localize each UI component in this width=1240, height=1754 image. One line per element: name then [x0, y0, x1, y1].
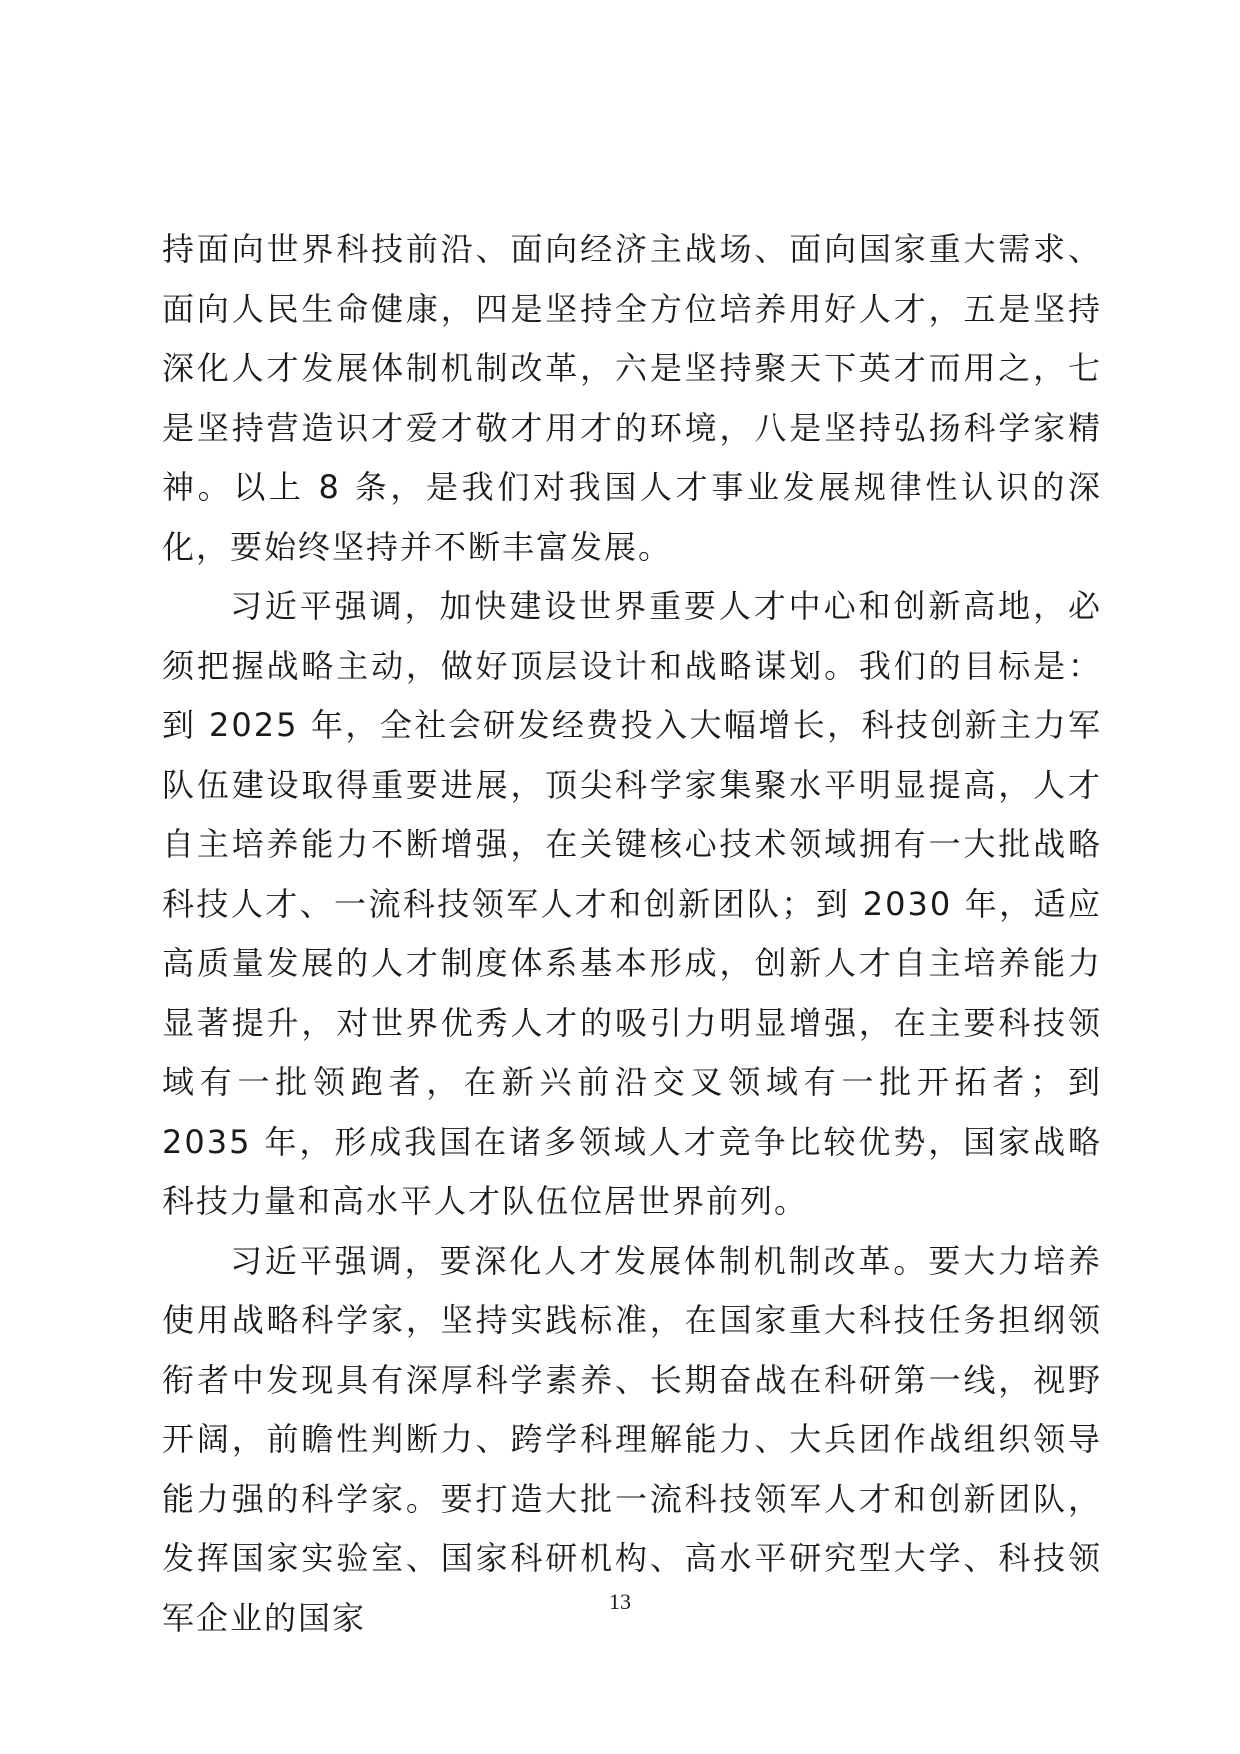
paragraph: 持面向世界科技前沿、面向经济主战场、面向国家重大需求、面向人民生命健康，四是坚持全方位培养用好人才，五是坚持深化人才发展体制机制改革，六是坚持聚天下英才而用之，七是坚持营造识才爱才敬才用才的环境，八是坚持弘扬科学家精神。以上 8 条，是我们对我国人才事业发展规律性认识的深化，要始终坚持并不断丰富发展。 — [162, 230, 1102, 566]
body-text — [162, 220, 1102, 1648]
paragraph: 习近平强调，要深化人才发展体制机制改革。要大力培养使用战略科学家，坚持实践标准，在国家重大科技任务担纲领衔者中发现具有深厚科学素养、长期奋战在科研第一线，视野开阔，前瞻性判断力、跨学科理解能力、大兵团作战组织领导能力强的科学家。要打造大批一流科技领军人才和创新团队，发挥国家实验室、国家科研机构、高水平研究型大学、科技领军企业的国家 — [162, 1241, 1102, 1637]
paragraph: 习近平强调，加快建设世界重要人才中心和创新高地，必须把握战略主动，做好顶层设计和战略谋划。我们的目标是：到 2025 年，全社会研发经费投入大幅增长，科技创新主力军队伍建设取得重要进展，顶尖科学家集聚水平明显提高，人才自主培养能力不断增强，在关键核心技术领域拥有一大批战略科技人才、一流科技领军人才和创新团队；到 2030 年，适应高质量发展的人才制度体系基本形成，创新人才自主培养能力显著提升，对世界优秀人才的吸引力明显增强，在主要科技领域有一批领跑者，在新兴前沿交叉领域有一批开拓者；到 2035 年，形成我国在诸多领域人才竞争比较优势，国家战略科技力量和高水平人才队伍位居世界前列。 — [162, 587, 1102, 1220]
page-number: 13 — [609, 1589, 631, 1614]
